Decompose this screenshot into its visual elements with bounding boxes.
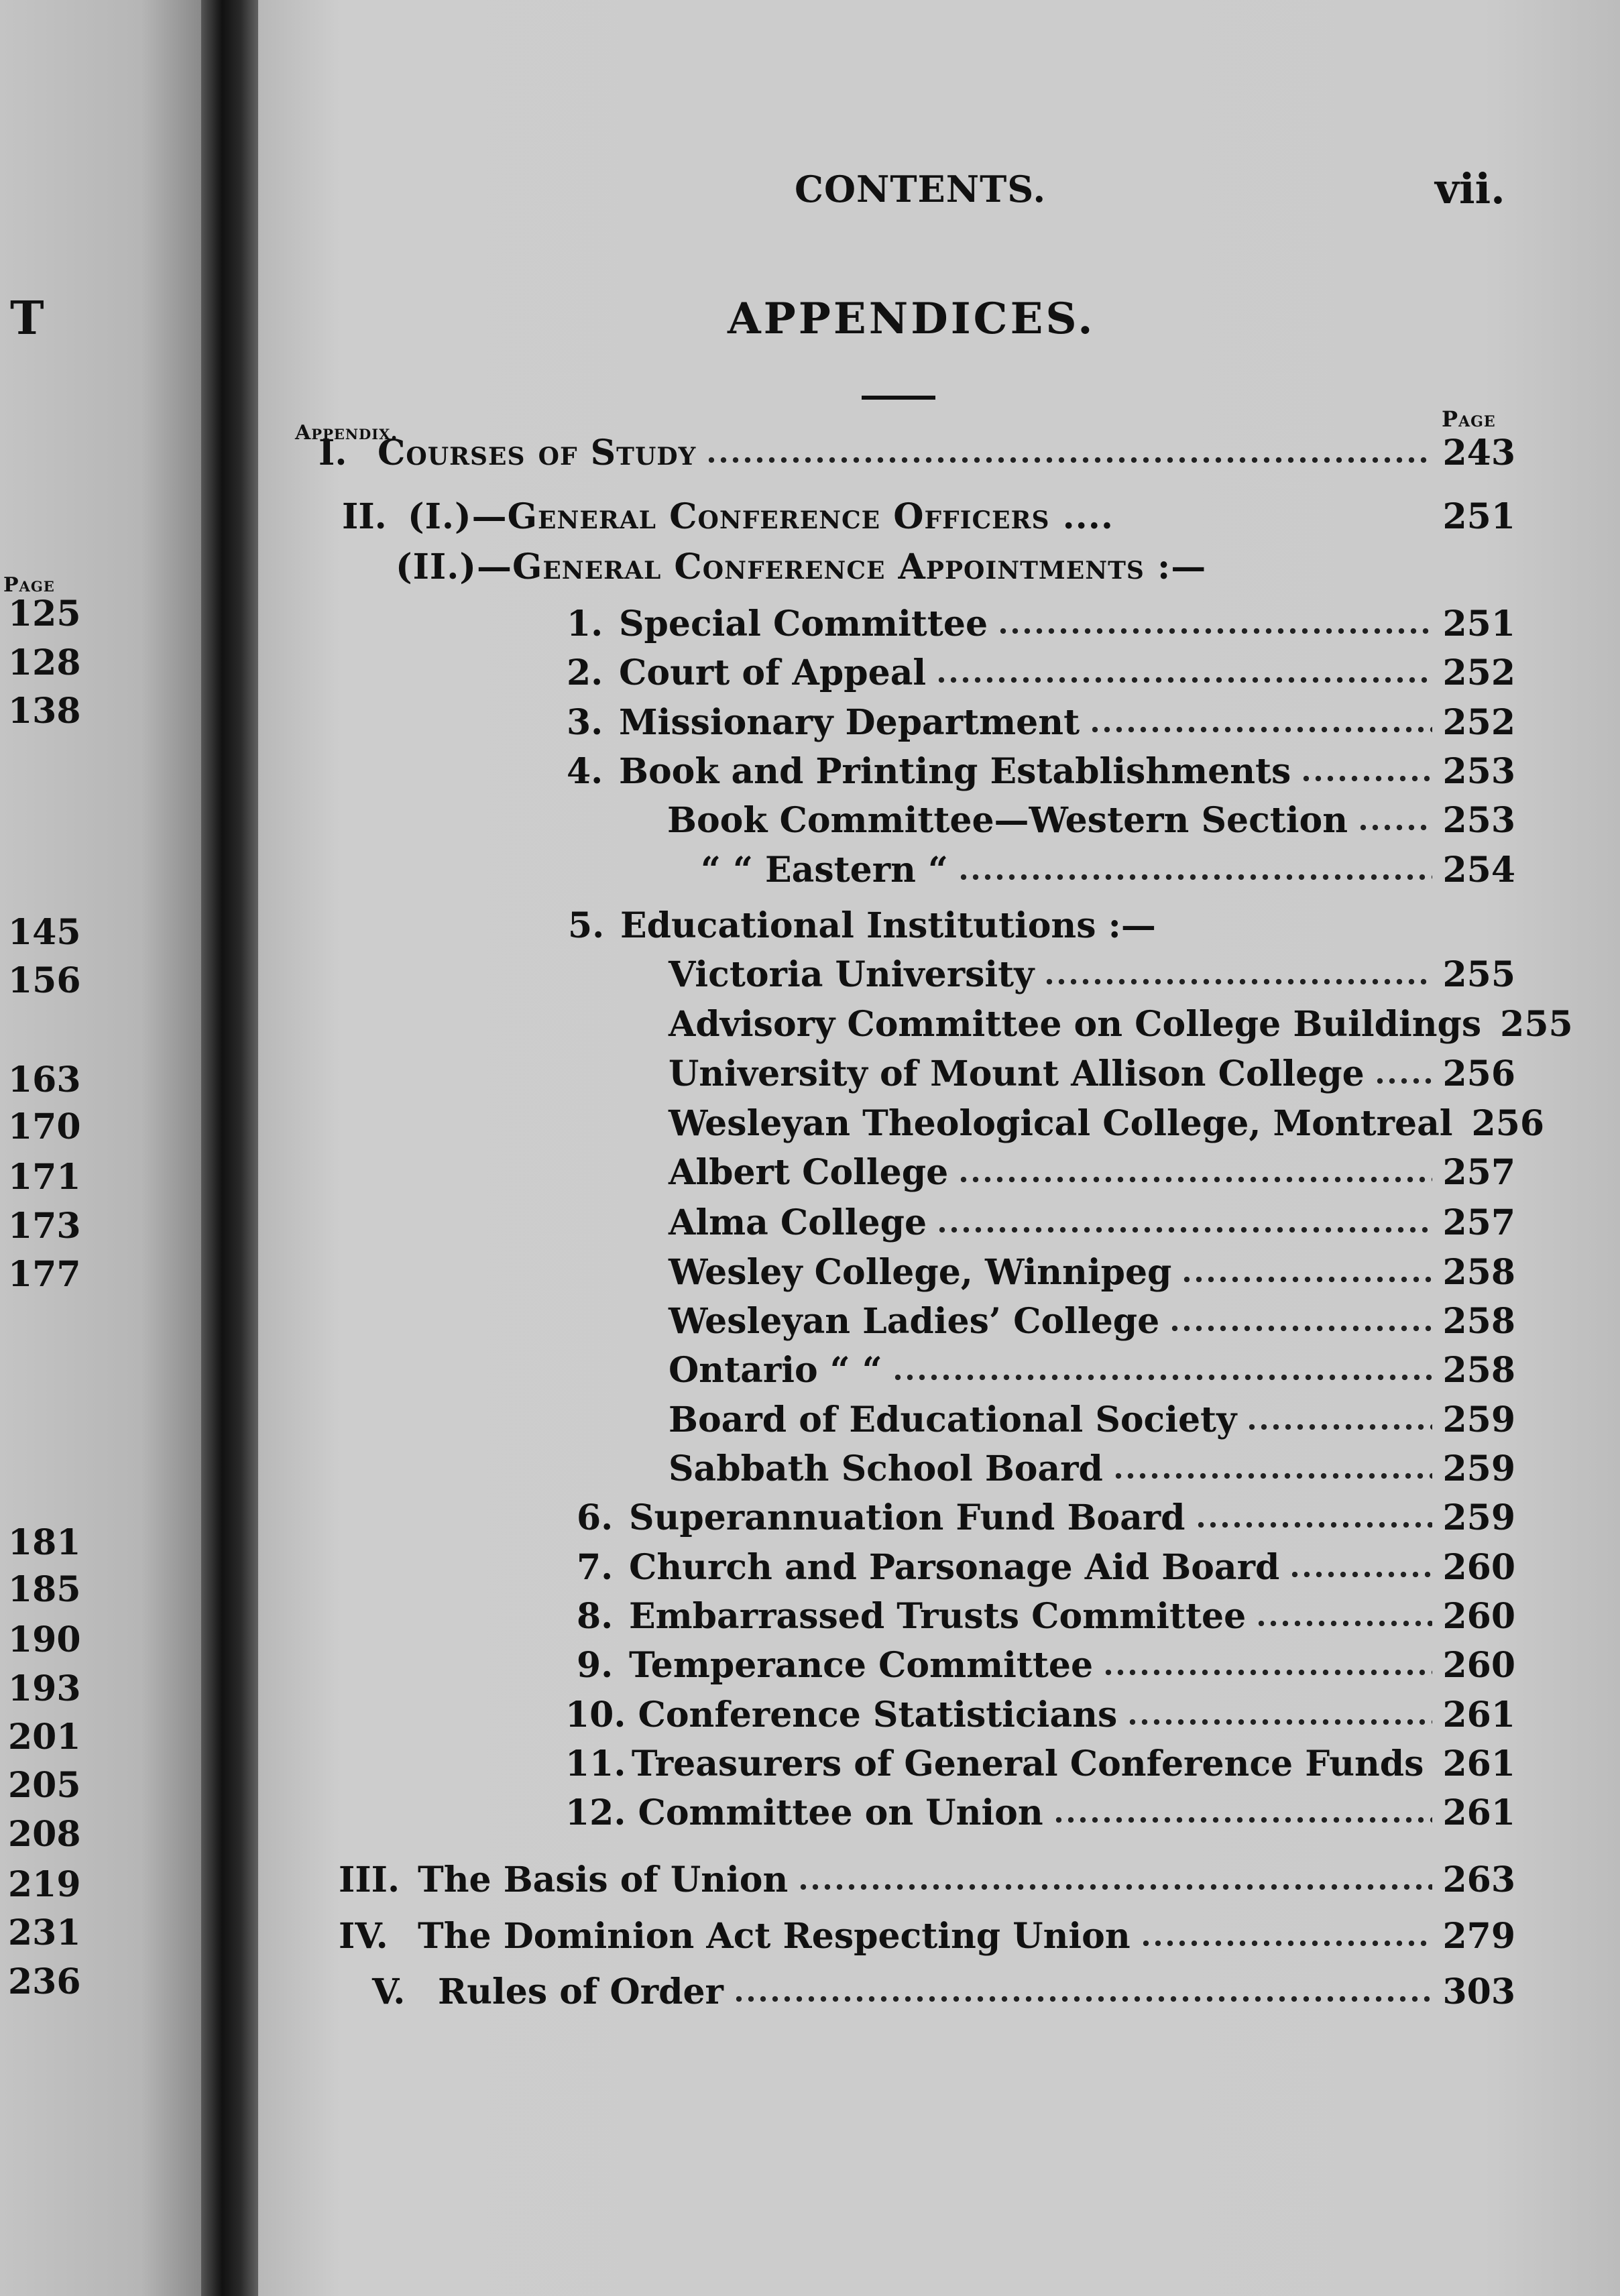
dot-leader [892, 1374, 1432, 1381]
dot-leader [1289, 1571, 1432, 1578]
entry-page-number: 251 [1442, 604, 1515, 644]
entry-page-number: 258 [1442, 1252, 1515, 1293]
contents-entry [567, 699, 1515, 747]
contents-page [258, 0, 1620, 2296]
facing-page-number: 125 [8, 593, 81, 634]
entry-title: Court of Appeal [619, 652, 927, 693]
entry-number: 2. [567, 652, 603, 693]
dot-leader [1374, 1078, 1432, 1084]
contents-entry [339, 1912, 1515, 1961]
entry-number: 7. [577, 1547, 614, 1588]
entry-page-number: 258 [1442, 1350, 1515, 1391]
appendix-column-label: Appendix. [295, 421, 398, 445]
entry-number: 10. [565, 1695, 626, 1735]
facing-page-number: 193 [8, 1668, 81, 1709]
facing-page-number: 177 [8, 1254, 81, 1295]
facing-page-number: 171 [8, 1157, 81, 1198]
entry-page-number: 261 [1442, 1695, 1515, 1735]
entry-title: (II.)—General Conference Appointments :— [396, 547, 1207, 587]
entry-title: Conference Statisticians [638, 1695, 1118, 1735]
entry-page-number: 255 [1442, 954, 1515, 995]
entry-title: Book and Printing Establishments [619, 751, 1291, 792]
entry-title: Ontario “ “ [669, 1350, 882, 1391]
entry-title: Church and Parsonage Aid Board [629, 1547, 1280, 1588]
entry-page-number: 257 [1442, 1152, 1515, 1193]
contents-entry [339, 1856, 1515, 1904]
contents-entry [669, 1445, 1515, 1493]
dot-leader [936, 1226, 1432, 1233]
entry-title: Superannuation Fund Board [629, 1497, 1185, 1538]
dot-leader [797, 1884, 1432, 1890]
entry-page-number: 256 [1471, 1103, 1545, 1144]
entry-title: Albert College [669, 1152, 949, 1193]
dot-leader [935, 677, 1432, 683]
running-head: CONTENTS. [795, 168, 1047, 211]
entry-page-number: 253 [1442, 800, 1515, 841]
entry-page-number: 279 [1442, 1916, 1515, 1957]
dot-leader [1181, 1276, 1432, 1283]
dot-leader [733, 1996, 1432, 2002]
entry-title: Alma College [669, 1202, 927, 1243]
dot-leader [958, 874, 1432, 880]
entry-number: 4. [567, 751, 603, 792]
dot-leader [1053, 1817, 1432, 1823]
contents-entry [567, 748, 1515, 796]
entry-title: Missionary Department [619, 702, 1080, 743]
entry-title: Victoria University [669, 954, 1035, 995]
entry-number: 11. [565, 1743, 626, 1784]
entry-page-number: 260 [1442, 1547, 1515, 1588]
entry-number: 12. [565, 1792, 626, 1833]
contents-entry [565, 1691, 1515, 1739]
facing-page-number: 173 [8, 1206, 81, 1247]
dot-leader [1300, 775, 1432, 782]
contents-entry [577, 1642, 1515, 1690]
contents-entry [577, 1593, 1515, 1641]
contents-entry [567, 649, 1515, 697]
dot-leader [1357, 824, 1432, 831]
entry-number: 1. [567, 604, 603, 644]
facing-page-number: 156 [8, 960, 81, 1001]
entry-number: 3. [567, 702, 603, 743]
facing-page-number: 170 [8, 1106, 81, 1147]
facing-page-number: 201 [8, 1717, 81, 1758]
book-gutter [201, 0, 262, 2296]
contents-entry [669, 1000, 1573, 1049]
entry-number: 5. [568, 905, 605, 946]
contents-entry [701, 846, 1515, 895]
entry-number: 6. [577, 1497, 614, 1538]
contents-entry [565, 1789, 1515, 1837]
entry-number: 9. [577, 1645, 614, 1686]
entry-title: Committee on Union [638, 1792, 1043, 1833]
entry-page-number: 251 [1442, 496, 1515, 537]
section-title: APPENDICES. [728, 294, 1096, 344]
entry-title: “ “ Eastern “ [701, 850, 948, 891]
facing-page-number: 181 [8, 1522, 81, 1563]
facing-page-number: 190 [8, 1619, 81, 1660]
facing-page-letter: T [10, 292, 44, 345]
entry-title: (I.)—General Conference Officers .... [408, 496, 1114, 537]
contents-entry [669, 1346, 1515, 1395]
entry-page-number: 303 [1442, 1971, 1515, 2012]
entry-page-number: 254 [1442, 850, 1515, 891]
contents-entry [319, 429, 1515, 477]
contents-entry [372, 1968, 1515, 2016]
entry-page-number: 252 [1442, 702, 1515, 743]
entry-page-number: 257 [1442, 1202, 1515, 1243]
entry-title: Special Committee [619, 604, 988, 644]
entry-page-number: 255 [1500, 1004, 1573, 1045]
contents-entry [669, 1396, 1515, 1444]
facing-page-number: 231 [8, 1912, 81, 1953]
entry-page-number: 259 [1442, 1448, 1515, 1489]
facing-page-number: 145 [8, 912, 81, 953]
contents-entry [669, 1149, 1515, 1197]
contents-entry [342, 493, 1515, 541]
facing-page-number: 163 [8, 1059, 81, 1100]
contents-entry [565, 1740, 1515, 1788]
dot-leader [705, 457, 1432, 463]
facing-page-number: 185 [8, 1569, 81, 1610]
facing-page-fragment [0, 0, 201, 2296]
dot-leader [1102, 1669, 1432, 1676]
entry-number: III. [339, 1859, 400, 1900]
facing-page-column-label: Page [3, 573, 55, 597]
entry-title: University of Mount Allison College [669, 1053, 1365, 1094]
entry-title: Rules of Order [438, 1971, 724, 2012]
contents-entry [568, 902, 1515, 950]
dot-leader [1043, 978, 1432, 985]
entry-number: 8. [577, 1596, 614, 1637]
dot-leader [1089, 726, 1432, 733]
entry-page-number: 253 [1442, 751, 1515, 792]
entry-page-number: 260 [1442, 1596, 1515, 1637]
entry-title: Wesleyan Theological College, Montreal [669, 1103, 1453, 1144]
title-rule [862, 396, 935, 400]
entry-title: Book Committee—Western Section [667, 800, 1348, 841]
contents-entry [567, 600, 1515, 648]
entry-title: Temperance Committee [629, 1645, 1094, 1686]
dot-leader [1112, 1473, 1432, 1479]
facing-page-number: 205 [8, 1765, 81, 1806]
entry-title: The Basis of Union [418, 1859, 789, 1900]
entry-title: Advisory Committee on College Buildings [669, 1004, 1482, 1045]
entry-page-number: 261 [1442, 1792, 1515, 1833]
entry-title: Board of Educational Society [669, 1399, 1237, 1440]
entry-number: IV. [339, 1916, 388, 1957]
dot-leader [997, 628, 1432, 634]
entry-number: I. [319, 433, 347, 473]
entry-page-number: 243 [1442, 433, 1515, 473]
entry-page-number: 263 [1442, 1859, 1515, 1900]
entry-number: II. [342, 496, 387, 537]
dot-leader [1169, 1325, 1432, 1332]
entry-title: The Dominion Act Respecting Union [418, 1916, 1131, 1957]
contents-entry [669, 951, 1515, 999]
entry-page-number: 258 [1442, 1301, 1515, 1342]
entry-title: Treasurers of General Conference Funds [631, 1743, 1424, 1784]
entry-number: V. [372, 1971, 406, 2012]
entry-page-number: 260 [1442, 1645, 1515, 1686]
entry-page-number: 261 [1442, 1743, 1515, 1784]
dot-leader [1140, 1940, 1432, 1947]
dot-leader [958, 1176, 1432, 1183]
entry-page-number: 252 [1442, 652, 1515, 693]
contents-entry [396, 543, 1515, 591]
facing-page-number: 138 [8, 691, 81, 732]
facing-page-number: 236 [8, 1961, 81, 2002]
entry-title: Embarrassed Trusts Committee [629, 1596, 1247, 1637]
facing-page-number: 128 [8, 642, 81, 683]
contents-entry [577, 1544, 1515, 1592]
dot-leader [1195, 1522, 1432, 1528]
contents-entry [669, 1050, 1515, 1098]
contents-entry [667, 797, 1515, 845]
entry-title: Wesley College, Winnipeg [669, 1252, 1172, 1293]
entry-title: Courses of Study [378, 433, 697, 473]
contents-entry [577, 1494, 1515, 1542]
entry-title: Sabbath School Board [669, 1448, 1103, 1489]
facing-page-number: 219 [8, 1864, 81, 1905]
dot-leader [1246, 1424, 1432, 1430]
entry-page-number: 259 [1442, 1497, 1515, 1538]
dot-leader [1126, 1719, 1432, 1725]
facing-page-number: 208 [8, 1814, 81, 1855]
entry-page-number: 256 [1442, 1053, 1515, 1094]
page-column-label: Page [1442, 406, 1496, 432]
dot-leader [1255, 1620, 1432, 1627]
entry-title: Educational Institutions :— [620, 905, 1156, 946]
entry-title: Wesleyan Ladies’ College [669, 1301, 1160, 1342]
entry-page-number: 259 [1442, 1399, 1515, 1440]
contents-entry [669, 1249, 1515, 1297]
contents-entry [669, 1100, 1545, 1148]
contents-entry [669, 1298, 1515, 1346]
contents-entry [669, 1199, 1515, 1247]
page-folio: vii. [1435, 164, 1505, 213]
